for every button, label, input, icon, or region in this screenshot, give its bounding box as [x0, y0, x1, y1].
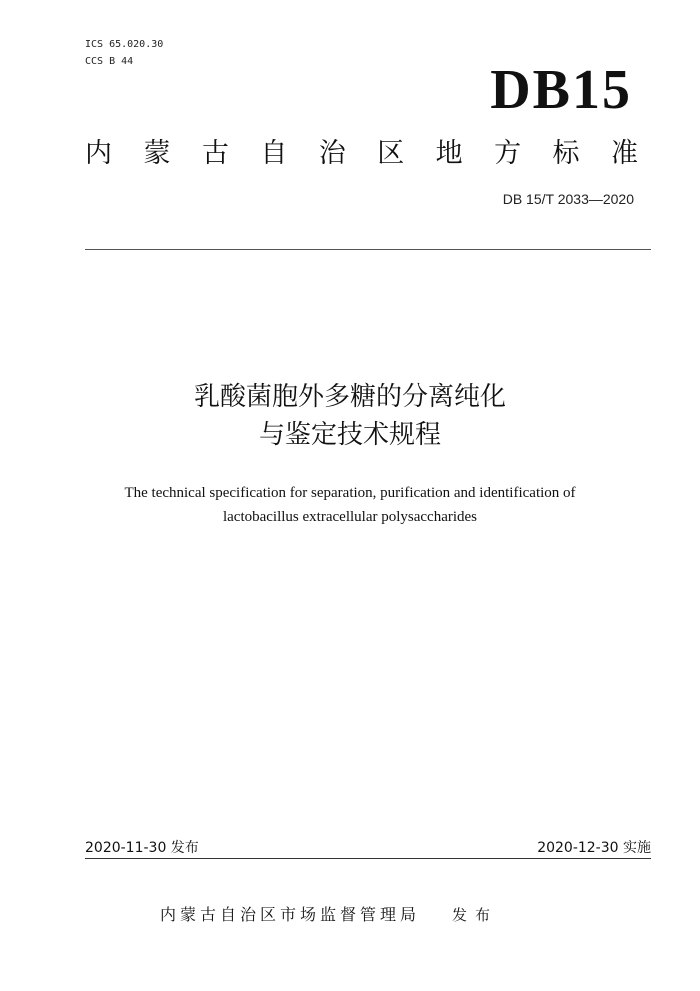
implement-date: 2020-12-30 实施 — [537, 840, 651, 856]
english-title-line-2: lactobacillus extracellular polysaccharides — [222, 509, 478, 525]
standard-number: DB 15/T 2033—2020 — [502, 191, 634, 207]
classification-codes — [85, 36, 163, 70]
ccs-code: CCS B 44 — [85, 56, 134, 67]
publisher-row — [160, 902, 498, 925]
date-row — [85, 838, 651, 858]
standard-kind-char: 地 — [435, 138, 463, 169]
english-title — [0, 481, 700, 529]
standard-kind-char: 治 — [318, 138, 346, 169]
publish-date: 2020-11-30 发布 — [85, 840, 199, 856]
standard-kind-char: 古 — [201, 138, 229, 169]
standard-kind-char: 标 — [552, 138, 580, 169]
standard-kind-char: 蒙 — [143, 138, 171, 169]
standard-kind-char: 自 — [260, 138, 288, 169]
chinese-title-line-2: 与鉴定技术规程 — [258, 420, 441, 450]
standard-kind-heading — [85, 136, 638, 172]
chinese-title — [0, 378, 700, 454]
standard-kind-char: 区 — [377, 138, 405, 169]
footer-divider — [85, 858, 651, 859]
standard-kind-char: 内 — [85, 138, 112, 169]
standard-kind-char: 准 — [610, 138, 638, 169]
chinese-title-line-1: 乳酸菌胞外多糖的分离纯化 — [193, 382, 506, 412]
english-title-line-1: The technical specification for separation, purification and identification of — [124, 485, 576, 501]
db15-logo: DB15 — [490, 59, 632, 121]
publisher-name: 内蒙古自治区市场监督管理局 — [160, 905, 421, 924]
ics-code: ICS 65.020.30 — [85, 39, 164, 50]
header-divider — [85, 249, 651, 250]
standard-kind-char: 方 — [494, 138, 522, 169]
issue-label: 发布 — [452, 906, 499, 924]
